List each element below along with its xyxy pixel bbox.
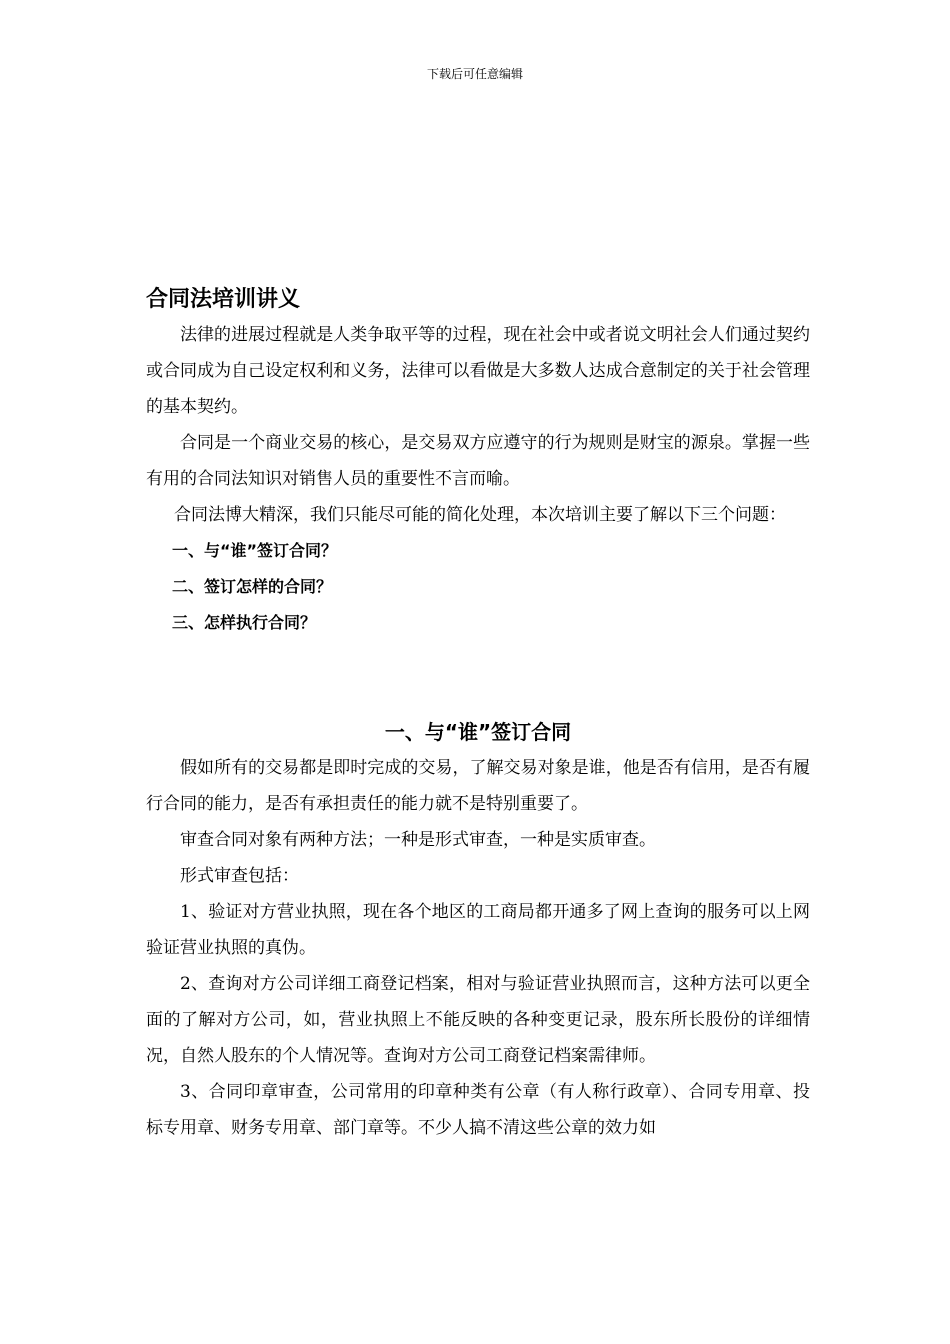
section-title: 一、与“谁”签订合同 xyxy=(384,720,572,744)
section-paragraph: 假如所有的交易都是即时完成的交易，了解交易对象是谁，他是否有信用，是否有履行合同的能力，是否有承担责任的能力就不是特别重要了。 xyxy=(146,758,810,814)
question-item: 一、与“谁”签订合同？ xyxy=(172,541,338,560)
section-paragraph: 3、合同印章审查，公司常用的印章种类有公章（有人称行政章）、合同专用章、投标专用章、财务专用章、部门章等。不少人搞不清这些公章的效力如 xyxy=(146,1082,810,1138)
intro-paragraph: 合同是一个商业交易的核心，是交易双方应遵守的行为规则是财宝的源泉。掌握一些有用的合同法知识对销售人员的重要性不言而喻。 xyxy=(146,433,810,489)
question-item: 二、签订怎样的合同？ xyxy=(172,577,333,596)
intro-paragraph: 法律的进展过程就是人类争取平等的过程，现在社会中或者说文明社会人们通过契约或合同成为自己设定权利和义务，法律可以看做是大多数人达成合意制定的关于社会管理的基本契约。 xyxy=(146,325,810,417)
document-body xyxy=(146,283,810,1146)
section-paragraph: 1、验证对方营业执照，现在各个地区的工商局都开通多了网上查询的服务可以上网验证营业执照的真伪。 xyxy=(146,902,810,958)
question-item: 三、怎样执行合同？ xyxy=(172,613,317,632)
section-paragraph: 审查合同对象有两种方法；一种是形式审查，一种是实质审查。 xyxy=(180,830,656,850)
section-paragraph: 形式审查包括： xyxy=(180,866,299,886)
document-title: 合同法培训讲义 xyxy=(146,287,301,312)
section-paragraph: 2、查询对方公司详细工商登记档案，相对与验证营业执照而言，这种方法可以更全面的了解对方公司，如，营业执照上不能反映的各种变更记录，股东所长股份的详细情况，自然人股东的个人情况等。查询对方公司工商登记档案需律师。 xyxy=(146,974,810,1066)
intro-paragraph: 合同法博大精深，我们只能尽可能的简化处理，本次培训主要了解以下三个问题： xyxy=(174,505,787,525)
page-header-note: 下载后可任意编辑 xyxy=(426,67,523,81)
